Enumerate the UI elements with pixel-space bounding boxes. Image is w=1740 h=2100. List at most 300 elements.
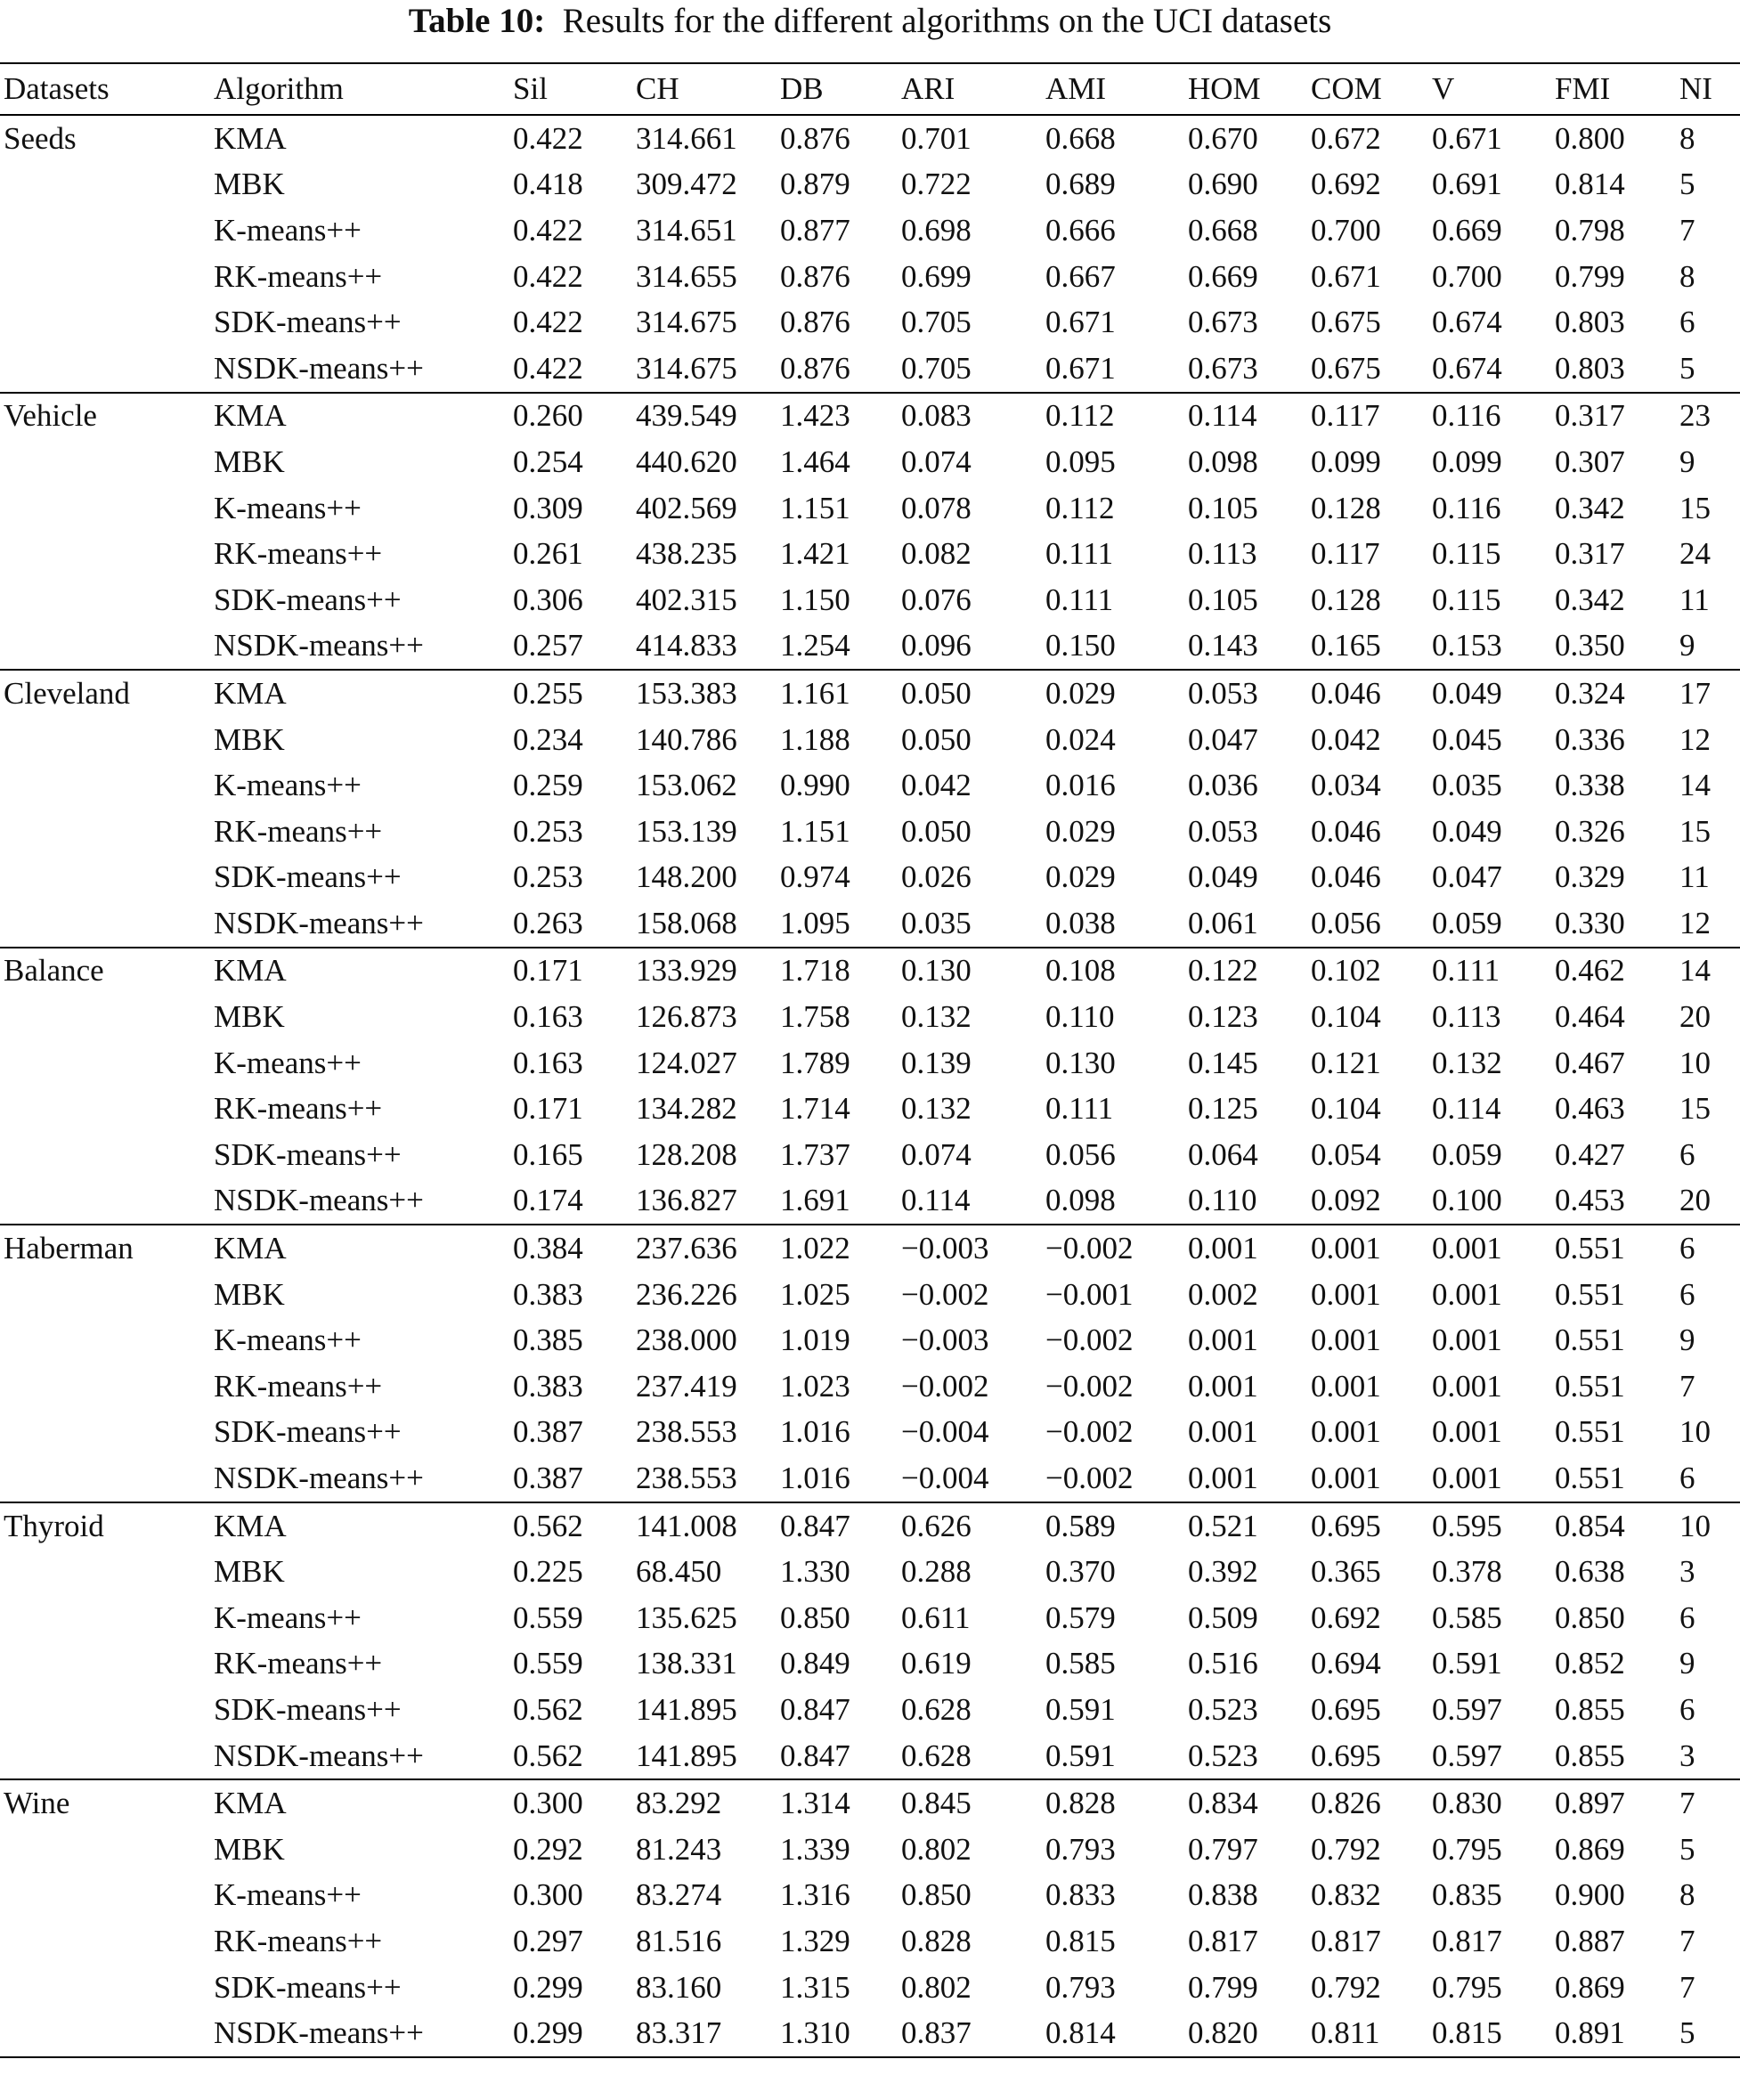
metric-cell: 0.049: [1188, 859, 1258, 895]
metric-cell: 1.421: [780, 536, 850, 572]
table-row: [0, 809, 1740, 855]
metric-cell: 0.001: [1188, 1323, 1258, 1358]
metric-cell: 0.317: [1555, 536, 1625, 572]
metric-cell: 0.877: [780, 212, 850, 248]
dataset-name: Haberman: [4, 1231, 134, 1266]
metric-cell: 6: [1679, 1599, 1695, 1635]
table-row: [0, 1595, 1740, 1641]
metric-cell: 0.299: [513, 1969, 583, 2005]
metric-cell: 0.132: [1432, 1045, 1502, 1080]
metric-cell: 0.171: [513, 1091, 583, 1127]
table-row: [0, 2010, 1740, 2057]
metric-cell: 0.317: [1555, 398, 1625, 434]
metric-cell: −0.004: [901, 1461, 989, 1496]
metric-cell: 0.876: [780, 120, 850, 156]
metric-cell: 0.671: [1432, 120, 1502, 156]
metric-cell: 15: [1679, 1091, 1711, 1127]
metric-cell: 0.849: [780, 1646, 850, 1681]
metric-cell: 0.817: [1311, 1923, 1381, 1958]
metric-cell: 0.690: [1188, 167, 1258, 202]
metric-cell: 0.523: [1188, 1691, 1258, 1727]
metric-cell: 0.422: [513, 350, 583, 386]
metric-cell: 0.453: [1555, 1183, 1625, 1218]
column-header: DB: [780, 71, 824, 106]
metric-cell: 0.626: [901, 1508, 972, 1543]
metric-cell: 0.100: [1432, 1183, 1502, 1218]
column-header: CH: [636, 71, 679, 106]
dataset-name-empty: [0, 1918, 214, 1965]
metric-cell: 0.046: [1311, 813, 1381, 849]
metric-cell: 0.001: [1432, 1323, 1502, 1358]
algorithm-name: KMA: [214, 1231, 287, 1266]
metric-cell: 0.117: [1311, 398, 1380, 434]
dataset-name-empty: [0, 208, 214, 254]
metric-cell: 0.165: [1311, 628, 1381, 663]
metric-cell: 0.879: [780, 167, 850, 202]
metric-cell: 0.852: [1555, 1646, 1625, 1681]
metric-cell: 0.292: [513, 1831, 583, 1867]
metric-cell: 7: [1679, 1786, 1695, 1821]
metric-cell: 0.053: [1188, 813, 1258, 849]
metric-cell: 0.795: [1432, 1831, 1502, 1867]
metric-cell: 0.671: [1045, 305, 1116, 340]
metric-cell: 0.674: [1432, 305, 1502, 340]
metric-cell: 438.235: [636, 536, 737, 572]
metric-cell: 0.855: [1555, 1738, 1625, 1773]
metric-cell: 0.001: [1188, 1414, 1258, 1450]
metric-cell: 0.551: [1555, 1414, 1625, 1450]
table-row: [0, 393, 1740, 440]
metric-cell: 0.056: [1311, 905, 1381, 940]
metric-cell: 0.850: [901, 1877, 972, 1913]
metric-cell: 0.562: [513, 1738, 583, 1773]
metric-cell: 0.850: [780, 1599, 850, 1635]
metric-cell: 1.095: [780, 905, 850, 940]
metric-cell: 0.001: [1188, 1231, 1258, 1266]
metric-cell: 0.383: [513, 1276, 583, 1312]
metric-cell: 0.111: [1045, 1091, 1114, 1127]
table-row: [0, 717, 1740, 763]
metric-cell: 0.001: [1311, 1414, 1381, 1450]
metric-cell: 0.891: [1555, 2015, 1625, 2051]
metric-cell: 1.737: [780, 1136, 850, 1172]
metric-cell: 0.597: [1432, 1738, 1502, 1773]
metric-cell: 0.309: [513, 490, 583, 525]
metric-cell: −0.002: [901, 1368, 989, 1404]
metric-cell: 141.895: [636, 1691, 737, 1727]
metric-cell: 0.116: [1432, 490, 1501, 525]
metric-cell: 0.700: [1311, 212, 1381, 248]
algorithm-name: SDK-means++: [214, 582, 402, 617]
metric-cell: 1.023: [780, 1368, 850, 1404]
metric-cell: 0.329: [1555, 859, 1625, 895]
metric-cell: −0.003: [901, 1231, 989, 1266]
metric-cell: 0.111: [1432, 953, 1500, 989]
dataset-name-empty: [0, 254, 214, 300]
table-row: [0, 1733, 1740, 1780]
metric-cell: 0.990: [780, 768, 850, 803]
metric-cell: 1.464: [780, 444, 850, 479]
dataset-name: Vehicle: [4, 398, 97, 434]
table-row: [0, 1549, 1740, 1595]
table-row: [0, 1641, 1740, 1688]
algorithm-name: SDK-means++: [214, 1691, 402, 1727]
metric-cell: 0.847: [780, 1508, 850, 1543]
metric-cell: 9: [1679, 444, 1695, 479]
metric-cell: 148.200: [636, 859, 737, 895]
metric-cell: 0.814: [1045, 2015, 1116, 2051]
metric-cell: 1.316: [780, 1877, 850, 1913]
metric-cell: 0.163: [513, 1045, 583, 1080]
metric-cell: 0.695: [1311, 1508, 1381, 1543]
dataset-name: Wine: [4, 1786, 70, 1821]
algorithm-name: RK-means++: [214, 258, 383, 294]
table-row: [0, 623, 1740, 671]
metric-cell: 238.553: [636, 1414, 737, 1450]
algorithm-name: NSDK-means++: [214, 905, 424, 940]
metric-cell: 0.036: [1188, 768, 1258, 803]
metric-cell: 0.001: [1311, 1368, 1381, 1404]
algorithm-name: MBK: [214, 1554, 285, 1590]
dataset-name-empty: [0, 2010, 214, 2057]
metric-cell: 0.098: [1045, 1183, 1116, 1218]
metric-cell: 0.145: [1188, 1045, 1258, 1080]
metric-cell: 439.549: [636, 398, 737, 434]
metric-cell: 0.833: [1045, 1877, 1116, 1913]
dataset-name-empty: [0, 1086, 214, 1132]
metric-cell: 0.691: [1432, 167, 1502, 202]
metric-cell: 0.585: [1045, 1646, 1116, 1681]
metric-cell: 0.854: [1555, 1508, 1625, 1543]
table-row: [0, 1873, 1740, 1919]
metric-cell: 0.029: [1045, 813, 1116, 849]
metric-cell: 83.317: [636, 2015, 722, 2051]
metric-cell: 81.243: [636, 1831, 722, 1867]
metric-cell: 0.876: [780, 258, 850, 294]
metric-cell: 0.562: [513, 1691, 583, 1727]
metric-cell: 0.795: [1432, 1969, 1502, 2005]
metric-cell: 0.792: [1311, 1969, 1381, 2005]
algorithm-name: KMA: [214, 1508, 287, 1543]
metric-cell: 0.053: [1188, 675, 1258, 711]
metric-cell: 1.691: [780, 1183, 850, 1218]
metric-cell: 0.035: [901, 905, 972, 940]
algorithm-name: K-means++: [214, 1599, 362, 1635]
metric-cell: 0.056: [1045, 1136, 1116, 1172]
metric-cell: 6: [1679, 1276, 1695, 1312]
metric-cell: 0.722: [901, 167, 972, 202]
table-row: [0, 1455, 1740, 1502]
metric-cell: 0.675: [1311, 305, 1381, 340]
dataset-name-empty: [0, 577, 214, 623]
metric-cell: 6: [1679, 1231, 1695, 1266]
metric-cell: 0.029: [1045, 859, 1116, 895]
metric-cell: 0.234: [513, 721, 583, 757]
metric-cell: 402.569: [636, 490, 737, 525]
metric-cell: 14: [1679, 768, 1711, 803]
metric-cell: 0.671: [1311, 258, 1381, 294]
algorithm-name: K-means++: [214, 490, 362, 525]
metric-cell: 6: [1679, 1461, 1695, 1496]
metric-cell: 0.050: [901, 721, 972, 757]
metric-cell: 0.034: [1311, 768, 1381, 803]
metric-cell: 0.324: [1555, 675, 1625, 711]
metric-cell: 0.047: [1432, 859, 1502, 895]
metric-cell: 0.342: [1555, 582, 1625, 617]
metric-cell: 83.160: [636, 1969, 722, 2005]
metric-cell: 81.516: [636, 1923, 722, 1958]
table-row: [0, 1410, 1740, 1456]
metric-cell: 0.793: [1045, 1831, 1116, 1867]
algorithm-name: KMA: [214, 675, 287, 711]
dataset-name-empty: [0, 485, 214, 532]
metric-cell: 0.869: [1555, 1969, 1625, 2005]
table-row: [0, 439, 1740, 485]
metric-cell: 0.061: [1188, 905, 1258, 940]
metric-cell: 0.121: [1311, 1045, 1381, 1080]
metric-cell: 0.326: [1555, 813, 1625, 849]
metric-cell: 0.667: [1045, 258, 1116, 294]
metric-cell: 0.300: [513, 1786, 583, 1821]
metric-cell: 0.392: [1188, 1554, 1258, 1590]
metric-cell: 0.427: [1555, 1136, 1625, 1172]
table-row: [0, 162, 1740, 208]
metric-cell: 0.099: [1432, 444, 1502, 479]
dataset-group: [0, 393, 1740, 671]
algorithm-name: KMA: [214, 398, 287, 434]
metric-cell: 0.123: [1188, 999, 1258, 1035]
metric-cell: 0.365: [1311, 1554, 1381, 1590]
metric-cell: 1.016: [780, 1414, 850, 1450]
metric-cell: 1.254: [780, 628, 850, 663]
metric-cell: 0.830: [1432, 1786, 1502, 1821]
metric-cell: 0.694: [1311, 1646, 1381, 1681]
metric-cell: 314.655: [636, 258, 737, 294]
metric-cell: 0.897: [1555, 1786, 1625, 1821]
metric-cell: 6: [1679, 1691, 1695, 1727]
metric-cell: 0.793: [1045, 1969, 1116, 2005]
metric-cell: 0.674: [1432, 350, 1502, 386]
metric-cell: 236.226: [636, 1276, 737, 1312]
column-header: HOM: [1188, 71, 1261, 106]
metric-cell: 0.132: [901, 1091, 972, 1127]
metric-cell: 0.815: [1045, 1923, 1116, 1958]
table-row: [0, 577, 1740, 623]
algorithm-name: RK-means++: [214, 1923, 383, 1958]
algorithm-name: K-means++: [214, 768, 362, 803]
metric-cell: 0.092: [1311, 1183, 1381, 1218]
metric-cell: 0.257: [513, 628, 583, 663]
metric-cell: 5: [1679, 1831, 1695, 1867]
metric-cell: 1.714: [780, 1091, 850, 1127]
metric-cell: 1.423: [780, 398, 850, 434]
metric-cell: 17: [1679, 675, 1711, 711]
metric-cell: 0.259: [513, 768, 583, 803]
metric-cell: 0.699: [901, 258, 972, 294]
metric-cell: 0.297: [513, 1923, 583, 1958]
table-row: [0, 1317, 1740, 1363]
metric-cell: 0.387: [513, 1461, 583, 1496]
metric-cell: 0.418: [513, 167, 583, 202]
metric-cell: 10: [1679, 1414, 1711, 1450]
metric-cell: 0.263: [513, 905, 583, 940]
metric-cell: 0.611: [901, 1599, 971, 1635]
metric-cell: 6: [1679, 305, 1695, 340]
metric-cell: 0.330: [1555, 905, 1625, 940]
metric-cell: 1.789: [780, 1045, 850, 1080]
dataset-name-empty: [0, 346, 214, 393]
metric-cell: 0.800: [1555, 120, 1625, 156]
metric-cell: 136.827: [636, 1183, 737, 1218]
metric-cell: 0.174: [513, 1183, 583, 1218]
metric-cell: 0.115: [1432, 536, 1501, 572]
metric-cell: 314.651: [636, 212, 737, 248]
metric-cell: 0.385: [513, 1323, 583, 1358]
table-row: [0, 1225, 1740, 1272]
algorithm-name: K-means++: [214, 1045, 362, 1080]
dataset-name-empty: [0, 1040, 214, 1087]
metric-cell: 0.163: [513, 999, 583, 1035]
metric-cell: 0.001: [1188, 1368, 1258, 1404]
dataset-name-empty: [0, 994, 214, 1040]
algorithm-name: RK-means++: [214, 536, 383, 572]
metric-cell: −0.002: [1045, 1461, 1134, 1496]
metric-cell: 0.792: [1311, 1831, 1381, 1867]
column-header: Algorithm: [214, 71, 344, 106]
metric-cell: −0.001: [1045, 1276, 1134, 1312]
metric-cell: 0.869: [1555, 1831, 1625, 1867]
metric-cell: 0.125: [1188, 1091, 1258, 1127]
metric-cell: 0.803: [1555, 350, 1625, 386]
metric-cell: 0.117: [1311, 536, 1380, 572]
table-row: [0, 115, 1740, 162]
metric-cell: 0.847: [780, 1738, 850, 1773]
metric-cell: 0.974: [780, 859, 850, 895]
metric-cell: 314.675: [636, 305, 737, 340]
metric-cell: 0.114: [1188, 398, 1257, 434]
metric-cell: 0.628: [901, 1738, 972, 1773]
metric-cell: 0.104: [1311, 999, 1381, 1035]
metric-cell: −0.002: [1045, 1368, 1134, 1404]
metric-cell: 0.108: [1045, 953, 1116, 989]
metric-cell: 0.705: [901, 305, 972, 340]
metric-cell: 0.116: [1432, 398, 1501, 434]
dataset-name-empty: [0, 1595, 214, 1641]
metric-cell: 23: [1679, 398, 1711, 434]
metric-cell: 1.339: [780, 1831, 850, 1867]
metric-cell: 1.310: [780, 2015, 850, 2051]
metric-cell: 309.472: [636, 167, 737, 202]
metric-cell: 0.387: [513, 1414, 583, 1450]
metric-cell: 0.026: [901, 859, 972, 895]
dataset-name-empty: [0, 1455, 214, 1502]
metric-cell: 0.115: [1432, 582, 1501, 617]
column-header: V: [1432, 71, 1455, 106]
metric-cell: 10: [1679, 1508, 1711, 1543]
metric-cell: 0.001: [1311, 1461, 1381, 1496]
metric-cell: 0.049: [1432, 813, 1502, 849]
metric-cell: 1.314: [780, 1786, 850, 1821]
metric-cell: 0.042: [901, 768, 972, 803]
metric-cell: 9: [1679, 1323, 1695, 1358]
metric-cell: 0.078: [901, 490, 972, 525]
metric-cell: 0.128: [1311, 490, 1381, 525]
table-row: [0, 254, 1740, 300]
metric-cell: 0.253: [513, 813, 583, 849]
table-row: [0, 485, 1740, 532]
metric-cell: 5: [1679, 167, 1695, 202]
algorithm-name: K-means++: [214, 1323, 362, 1358]
metric-cell: 0.832: [1311, 1877, 1381, 1913]
dataset-name-empty: [0, 762, 214, 809]
metric-cell: 402.315: [636, 582, 737, 617]
metric-cell: 0.551: [1555, 1368, 1625, 1404]
dataset-name: Cleveland: [4, 675, 130, 711]
metric-cell: −0.002: [901, 1276, 989, 1312]
dataset-name-empty: [0, 1733, 214, 1780]
metric-cell: 0.384: [513, 1231, 583, 1266]
metric-cell: 0.016: [1045, 768, 1116, 803]
metric-cell: 0.670: [1188, 120, 1258, 156]
metric-cell: 0.059: [1432, 905, 1502, 940]
metric-cell: 0.001: [1311, 1276, 1381, 1312]
metric-cell: 0.845: [901, 1786, 972, 1821]
metric-cell: 0.585: [1432, 1599, 1502, 1635]
metric-cell: 0.165: [513, 1136, 583, 1172]
metric-cell: −0.002: [1045, 1414, 1134, 1450]
metric-cell: 9: [1679, 1646, 1695, 1681]
metric-cell: 1.329: [780, 1923, 850, 1958]
metric-cell: 0.701: [901, 120, 972, 156]
table-row: [0, 1132, 1740, 1178]
algorithm-name: MBK: [214, 1276, 285, 1312]
metric-cell: 0.551: [1555, 1323, 1625, 1358]
metric-cell: 12: [1679, 905, 1711, 940]
metric-cell: 0.559: [513, 1599, 583, 1635]
metric-cell: 0.001: [1432, 1414, 1502, 1450]
metric-cell: 0.098: [1188, 444, 1258, 479]
metric-cell: 0.029: [1045, 675, 1116, 711]
dataset-name-empty: [0, 1687, 214, 1733]
metric-cell: 83.274: [636, 1877, 722, 1913]
metric-cell: 8: [1679, 120, 1695, 156]
algorithm-name: SDK-means++: [214, 1969, 402, 2005]
metric-cell: 3: [1679, 1738, 1695, 1773]
metric-cell: 126.873: [636, 999, 737, 1035]
metric-cell: 0.255: [513, 675, 583, 711]
metric-cell: 0.001: [1432, 1461, 1502, 1496]
metric-cell: 0.001: [1432, 1276, 1502, 1312]
metric-cell: 0.666: [1045, 212, 1116, 248]
metric-cell: 1.161: [780, 675, 850, 711]
results-table: [0, 62, 1740, 2058]
table-row: [0, 1178, 1740, 1225]
dataset-group: [0, 1225, 1740, 1502]
metric-cell: 7: [1679, 1923, 1695, 1958]
metric-cell: −0.003: [901, 1323, 989, 1358]
dataset-name-empty: [0, 439, 214, 485]
metric-cell: 0.591: [1045, 1738, 1116, 1773]
metric-cell: 0.562: [513, 1508, 583, 1543]
metric-cell: 0.837: [901, 2015, 972, 2051]
metric-cell: 15: [1679, 490, 1711, 525]
metric-cell: 0.143: [1188, 628, 1258, 663]
metric-cell: 0.288: [901, 1554, 972, 1590]
algorithm-name: NSDK-means++: [214, 1738, 424, 1773]
metric-cell: 0.046: [1311, 675, 1381, 711]
metric-cell: 0.050: [901, 813, 972, 849]
metric-cell: 0.422: [513, 305, 583, 340]
